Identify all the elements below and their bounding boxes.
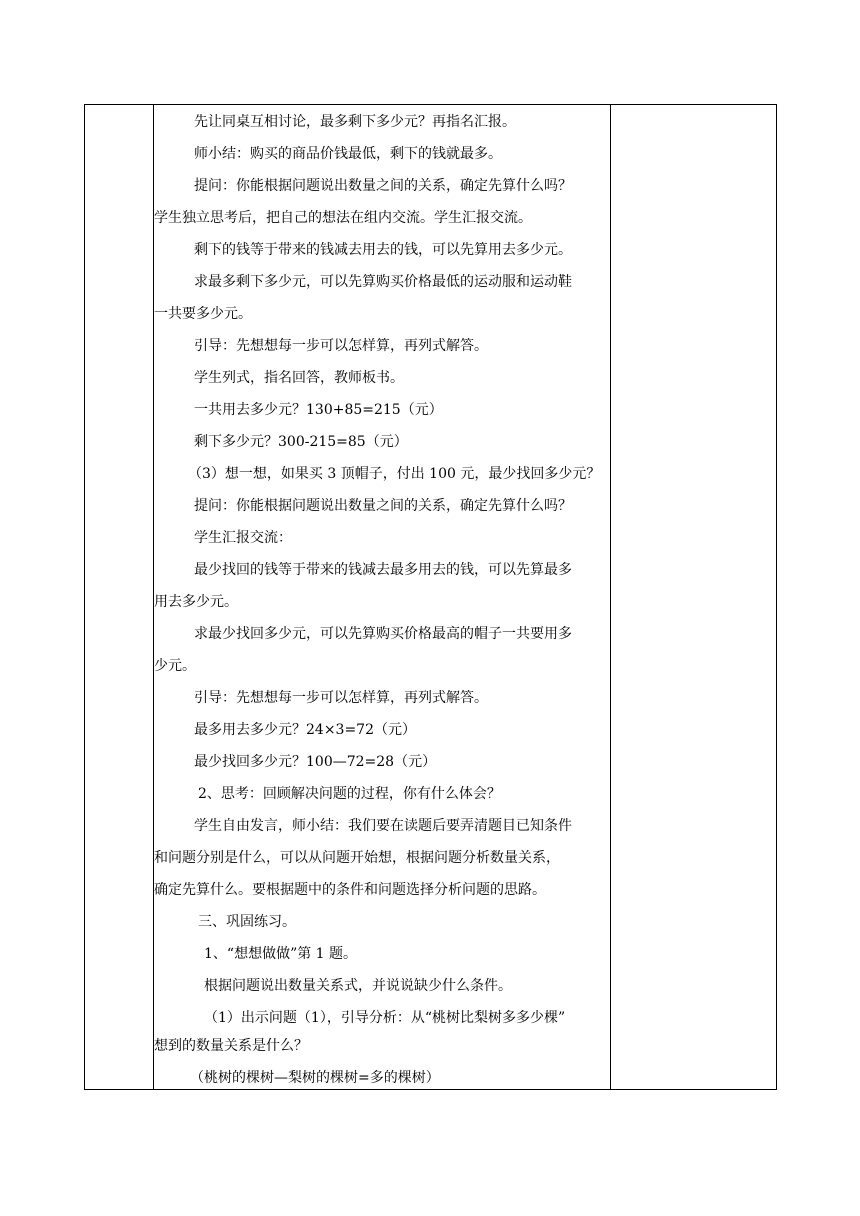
text-line: 学生独立思考后，把自己的想法在组内交流。学生汇报交流。 bbox=[154, 210, 532, 226]
text-line: （桃树的棵树—梨树的棵树=多的棵树） bbox=[190, 1070, 440, 1086]
text-line: 剩下多少元？300-215=85（元） bbox=[194, 434, 408, 450]
text-line: 引导：先想想每一步可以怎样算，再列式解答。 bbox=[194, 338, 488, 354]
text-line: 求最多剩下多少元，可以先算购买价格最低的运动服和运动鞋 bbox=[194, 274, 572, 290]
text-line: （1）出示问题（1），引导分析：从“桃树比梨树多多少棵” bbox=[204, 1010, 566, 1026]
text-line: 一共要多少元。 bbox=[154, 306, 252, 322]
text-line: 提问：你能根据问题说出数量之间的关系，确定先算什么吗？ bbox=[194, 178, 572, 194]
text-line: 学生列式，指名回答，教师板书。 bbox=[194, 370, 404, 386]
text-line: 求最少找回多少元，可以先算购买价格最高的帽子一共要用多 bbox=[194, 626, 572, 642]
text-line: 师小结：购买的商品价钱最低，剩下的钱就最多。 bbox=[194, 146, 502, 162]
text-line: 最少找回多少元？100—72=28（元） bbox=[194, 754, 437, 770]
text-line: 1、“想想做做”第 1 题。 bbox=[204, 946, 358, 962]
text-line: 先让同桌互相讨论，最多剩下多少元？再指名汇报。 bbox=[194, 114, 516, 130]
text-line: 引导：先想想每一步可以怎样算，再列式解答。 bbox=[194, 690, 488, 706]
text-line: 想到的数量关系是什么？ bbox=[154, 1038, 308, 1054]
text-line: 学生自由发言，师小结：我们要在读题后要弄清题目已知条件 bbox=[194, 818, 572, 834]
section-heading: 三、巩固练习。 bbox=[198, 914, 296, 930]
text-line: 确定先算什么。要根据题中的条件和问题选择分析问题的思路。 bbox=[154, 882, 546, 898]
text-line: 2、思考：回顾解决问题的过程，你有什么体会？ bbox=[198, 786, 501, 802]
text-line: 剩下的钱等于带来的钱减去用去的钱，可以先算用去多少元。 bbox=[194, 242, 572, 258]
text-line: 用去多少元。 bbox=[154, 594, 238, 610]
text-line: 最多用去多少元？24×3=72（元） bbox=[194, 722, 416, 738]
text-line: 和问题分别是什么，可以从问题开始想，根据问题分析数量关系， bbox=[154, 850, 560, 866]
text-line: 学生汇报交流： bbox=[194, 530, 292, 546]
text-line: 少元。 bbox=[154, 658, 196, 674]
text-line: 根据问题说出数量关系式，并说说缺少什么条件。 bbox=[204, 978, 512, 994]
text-line: 提问：你能根据问题说出数量之间的关系，确定先算什么吗？ bbox=[194, 498, 572, 514]
text-line: 最少找回的钱等于带来的钱减去最多用去的钱，可以先算最多 bbox=[194, 562, 572, 578]
column-divider-right bbox=[610, 104, 611, 1090]
text-line: 一共用去多少元？130+85=215（元） bbox=[194, 402, 443, 418]
text-line: （3）想一想，如果买 3 顶帽子，付出 100 元，最少找回多少元？ bbox=[188, 466, 601, 482]
